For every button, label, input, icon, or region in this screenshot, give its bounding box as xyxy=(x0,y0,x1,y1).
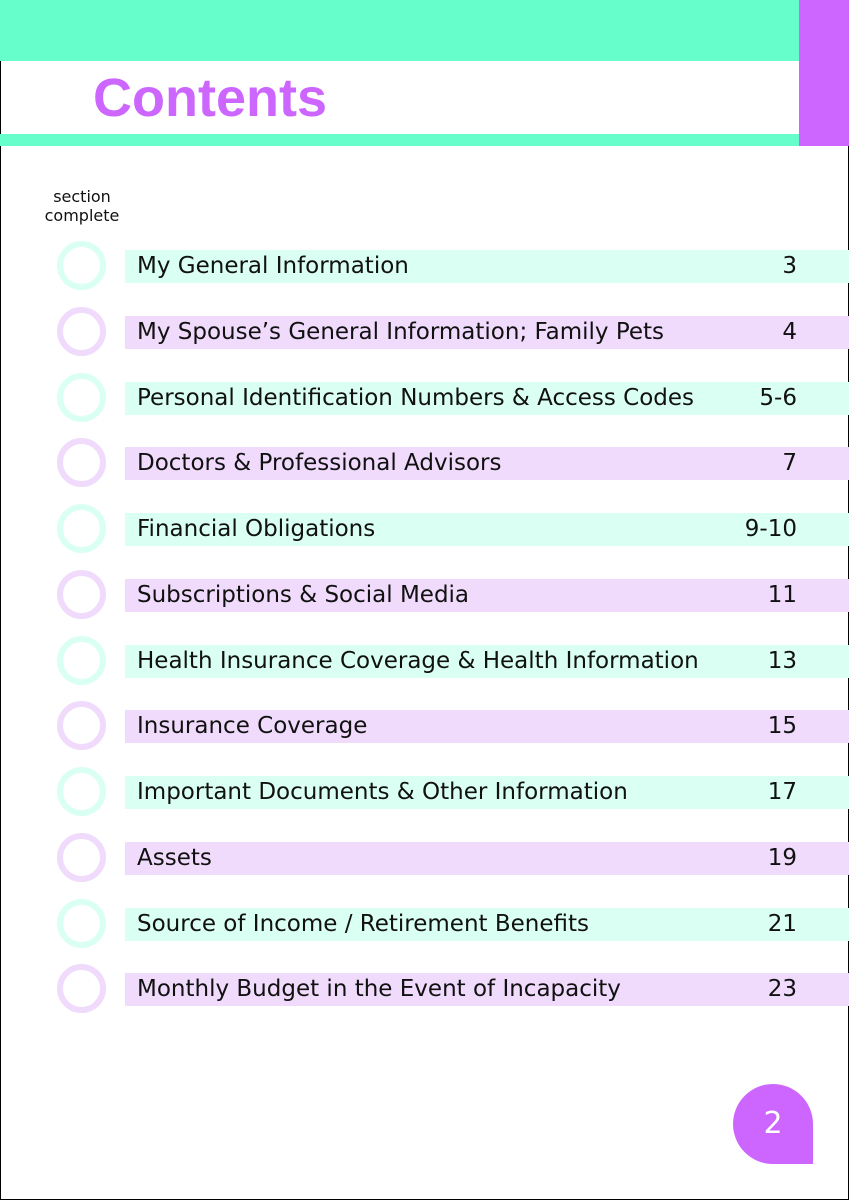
toc-entry-page: 9-10 xyxy=(744,516,797,542)
toc-entry-title: Health Insurance Coverage & Health Information xyxy=(137,648,699,674)
toc-entry-link[interactable] xyxy=(125,447,849,480)
toc-row xyxy=(0,636,849,702)
toc-entry-page: 15 xyxy=(767,713,797,739)
toc-entry-page: 3 xyxy=(782,253,797,279)
section-complete-checkbox[interactable] xyxy=(57,373,106,422)
section-complete-checkbox[interactable] xyxy=(57,241,106,290)
toc-entry-link[interactable] xyxy=(125,842,849,875)
toc-entry-title: Insurance Coverage xyxy=(137,713,368,739)
section-complete-label: section complete xyxy=(44,187,120,225)
toc-row xyxy=(0,373,849,439)
toc-entry-title: Source of Income / Retirement Benefits xyxy=(137,911,590,937)
toc-entry-link[interactable] xyxy=(125,579,849,612)
section-complete-checkbox[interactable] xyxy=(57,833,106,882)
toc-entry-page: 13 xyxy=(767,648,797,674)
toc-entry-page: 4 xyxy=(782,319,797,345)
page-number-badge xyxy=(733,1084,813,1164)
toc-entry-link[interactable] xyxy=(125,710,849,743)
toc-entry-title: Monthly Budget in the Event of Incapacity xyxy=(137,976,621,1002)
section-complete-checkbox[interactable] xyxy=(57,570,106,619)
toc-entry-title: Subscriptions & Social Media xyxy=(137,582,470,608)
toc-entry-link[interactable] xyxy=(125,645,849,678)
toc-entry-page: 19 xyxy=(767,845,797,871)
toc-entry-page: 23 xyxy=(767,976,797,1002)
toc-entry-link[interactable] xyxy=(125,250,849,283)
section-complete-checkbox[interactable] xyxy=(57,307,106,356)
toc-entry-page: 21 xyxy=(767,911,797,937)
toc-entry-link[interactable] xyxy=(125,776,849,809)
toc-entry-link[interactable] xyxy=(125,908,849,941)
toc-row xyxy=(0,504,849,570)
toc-row xyxy=(0,570,849,636)
toc-row xyxy=(0,964,849,1030)
section-complete-checkbox[interactable] xyxy=(57,767,106,816)
toc-entry-title: Assets xyxy=(137,845,212,871)
toc-entry-page: 17 xyxy=(767,779,797,805)
toc-entry-page: 5-6 xyxy=(759,385,797,411)
toc-row xyxy=(0,833,849,899)
toc-row xyxy=(0,307,849,373)
page-title: Contents xyxy=(93,68,327,128)
section-complete-checkbox[interactable] xyxy=(57,701,106,750)
section-complete-checkbox[interactable] xyxy=(57,636,106,685)
page-number: 2 xyxy=(763,1106,783,1141)
toc-entry-title: Doctors & Professional Advisors xyxy=(137,450,502,476)
toc-entry-link[interactable] xyxy=(125,382,849,415)
toc-row xyxy=(0,701,849,767)
toc-entry-title: My General Information xyxy=(137,253,409,279)
toc-row xyxy=(0,767,849,833)
toc-row xyxy=(0,241,849,307)
toc-entry-title: My Spouse’s General Information; Family Pets xyxy=(137,319,665,345)
toc-row xyxy=(0,899,849,965)
toc-entry-title: Personal Identification Numbers & Access Codes xyxy=(137,385,695,411)
section-complete-checkbox[interactable] xyxy=(57,504,106,553)
section-complete-checkbox[interactable] xyxy=(57,964,106,1013)
toc-entry-page: 7 xyxy=(782,450,797,476)
toc-entry-link[interactable] xyxy=(125,513,849,546)
section-complete-checkbox[interactable] xyxy=(57,899,106,948)
toc-entry-link[interactable] xyxy=(125,973,849,1006)
toc-entry-page: 11 xyxy=(767,582,797,608)
section-complete-checkbox[interactable] xyxy=(57,438,106,487)
toc-entry-link[interactable] xyxy=(125,316,849,349)
toc-entry-title: Important Documents & Other Information xyxy=(137,779,628,805)
toc-row xyxy=(0,438,849,504)
toc-entry-title: Financial Obligations xyxy=(137,516,376,542)
